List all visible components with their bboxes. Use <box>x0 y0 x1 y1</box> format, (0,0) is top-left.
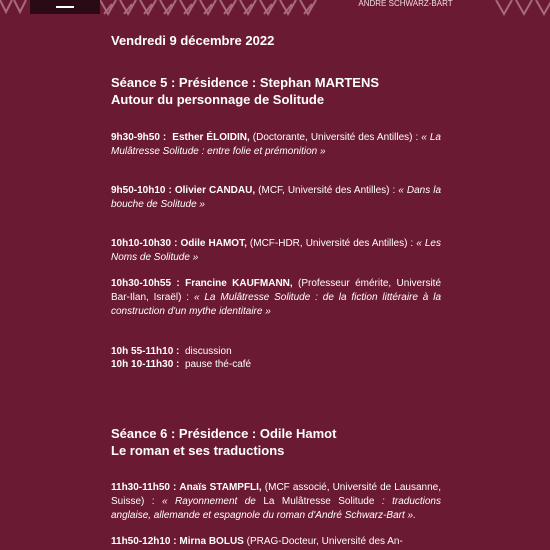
book-title: La Mulâtresse Solitude <box>263 496 375 507</box>
talk-item <box>111 131 441 159</box>
decorative-pattern-band <box>0 0 550 20</box>
talk-item <box>111 277 441 319</box>
break-label: pause thé-café <box>184 359 252 370</box>
talk-title: « Dans la bouche de Solitude » <box>111 185 442 210</box>
talk-title <box>111 496 441 521</box>
talk-item <box>111 481 441 523</box>
talk-item <box>111 184 441 212</box>
talk-title: « La Mulâtresse Solitude : de la fiction littéraire à la construction d'un mythe identitaire » <box>111 292 442 317</box>
speaker-affiliation: (Professeur émérite, Université Bar-Ilan, Israël) : <box>111 278 441 303</box>
talk-title: « La Mulâtresse Solitude : entre folie et prémonition » <box>111 132 441 157</box>
session6-heading: Séance 6 : Présidence : Odile Hamot <box>111 426 337 441</box>
speaker-name: Francine KAUFMANN, <box>185 278 293 289</box>
speaker-affiliation: (MCF-HDR, Université des Antilles) : <box>249 238 414 249</box>
talk-item <box>111 535 441 549</box>
talk-time: 10h30-10h55 : <box>111 278 180 289</box>
session5-subheading: Autour du personnage de Solitude <box>111 92 325 107</box>
break-time: 10h 55-11h10 : <box>111 346 180 357</box>
break-time: 10h 10-11h30 : <box>111 359 180 370</box>
logo-bar <box>56 6 74 8</box>
speaker-affiliation: (Doctorante, Université des Antilles) : <box>252 132 419 143</box>
logo-block <box>30 0 100 14</box>
break-label: discussion <box>184 346 232 357</box>
talk-title: « Les Noms de Solitude » <box>111 238 441 263</box>
talk-time: 9h50-10h10 : <box>111 185 172 196</box>
program-date: Vendredi 9 décembre 2022 <box>111 33 275 48</box>
speaker-name: Anaïs STAMPFLI, <box>179 482 262 493</box>
speaker-affiliation: (MCF, Université des Antilles) : <box>258 185 396 196</box>
header-caption: ANDRÉ SCHWARZ-BART <box>358 0 453 8</box>
session5-heading: Séance 5 : Présidence : Stephan MARTENS <box>111 75 380 90</box>
break-item <box>111 345 441 358</box>
talk-time: 11h30-11h50 : <box>111 482 177 493</box>
speaker-name: Mirna BOLUS <box>179 536 244 547</box>
talk-item <box>111 237 441 265</box>
speaker-name: Odile HAMOT, <box>180 238 247 249</box>
speaker-affiliation: (MCF associé, Université de Lausanne, Suisse) : <box>111 482 441 507</box>
speaker-name: Olivier CANDAU, <box>174 185 256 196</box>
break-item <box>111 358 441 371</box>
speaker-affiliation: (PRAG-Docteur, Université des An- <box>246 536 403 547</box>
session6-subheading: Le roman et ses traductions <box>111 443 285 458</box>
speaker-name: Esther ÉLOIDIN, <box>172 132 250 143</box>
talk-time: 11h50-12h10 : <box>111 536 177 547</box>
talk-time: 10h10-10h30 : <box>111 238 178 249</box>
talk-time: 9h30-9h50 : <box>111 132 167 143</box>
talk-title-pre: « Rayonnement de <box>162 496 264 507</box>
talk-title-post: : traductions anglaise, allemande et espagnole du roman d'André Schwarz-Bart ». <box>111 496 441 521</box>
